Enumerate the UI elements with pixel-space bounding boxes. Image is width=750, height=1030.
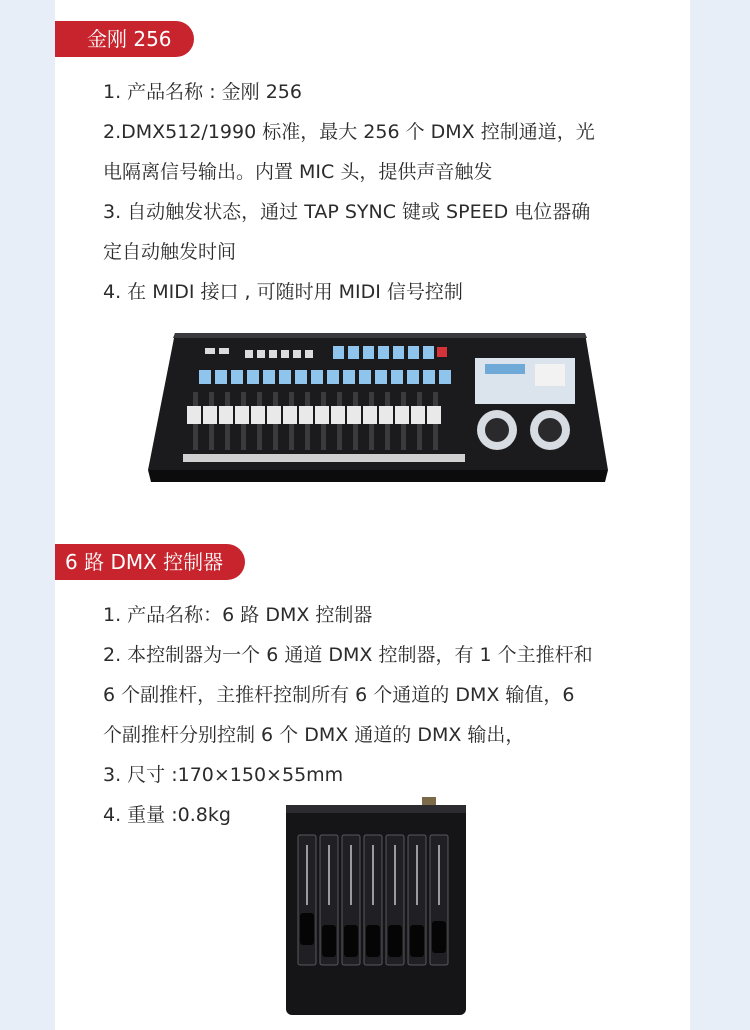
spec-line: 3. 自动触发状态，通过 TAP SYNC 键或 SPEED 电位器确	[103, 201, 591, 223]
spec-line: 2. 本控制器为一个 6 通道 DMX 控制器，有 1 个主推杆和	[103, 644, 593, 666]
spec-line: 电隔离信号输出。内置 MIC 头，提供声音触发	[103, 161, 493, 183]
section-1-description	[103, 72, 663, 312]
section-tag-6ch-dmx-controller: 6 路 DMX 控制器	[55, 544, 245, 580]
dmx-6-channel-controller-image	[282, 795, 470, 1020]
spec-line: 4. 重量 :0.8kg	[103, 804, 231, 826]
dmx-console-256-image	[145, 330, 610, 485]
spec-line: 定自动触发时间	[103, 241, 237, 263]
spec-line: 2.DMX512/1990 标准，最大 256 个 DMX 控制通道，光	[103, 121, 595, 143]
spec-line: 6 个副推杆，主推杆控制所有 6 个通道的 DMX 输值，6	[103, 684, 575, 706]
spec-line: 个副推杆分别控制 6 个 DMX 通道的 DMX 输出，	[103, 724, 525, 746]
spec-line: 3. 尺寸 :170×150×55mm	[103, 764, 344, 786]
section-tag-kingkong-256: 金刚 256	[55, 21, 194, 57]
spec-line: 1. 产品名称 : 金刚 256	[103, 81, 302, 103]
spec-line: 4. 在 MIDI 接口 , 可随时用 MIDI 信号控制	[103, 281, 463, 303]
spec-line: 1. 产品名称：6 路 DMX 控制器	[103, 604, 373, 626]
